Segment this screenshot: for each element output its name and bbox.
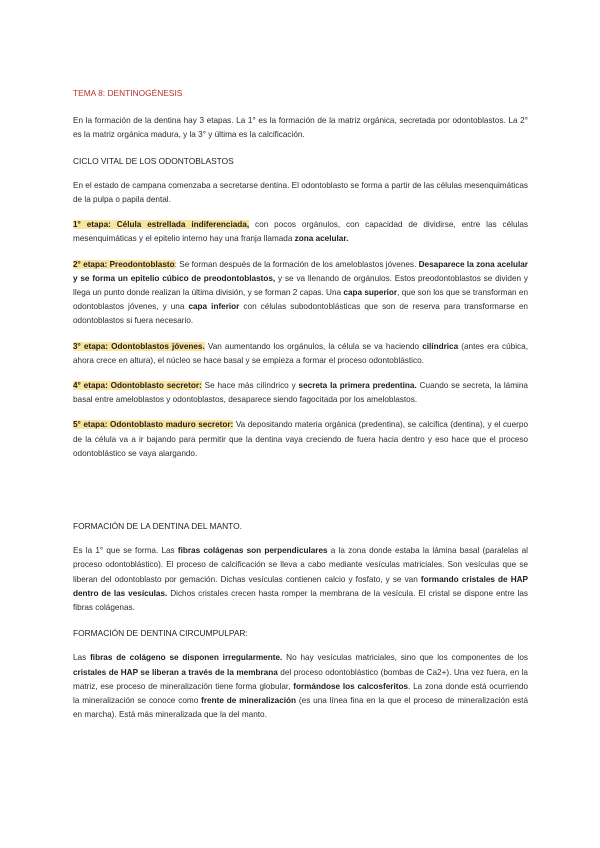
etapa-3-text-1: Van aumentando los orgánulos, la célula se va haciendo bbox=[204, 341, 423, 351]
intro-paragraph: En la formación de la dentina hay 3 etapas. La 1° es la formación de la matriz orgánica, secretada por odontoblastos. La 2° es la matriz orgánica madura, y la 3° y última es la calcificación. bbox=[73, 116, 528, 140]
etapa-4-paragraph bbox=[73, 379, 528, 407]
circ-bold-3: formándose los calcosferitos bbox=[293, 681, 409, 691]
etapa-4-text-1: Se hace más cilíndrico y bbox=[201, 381, 299, 391]
manto-bold-1: fibras colágenas son perpendiculares bbox=[177, 546, 328, 556]
document-title: TEMA 8: DENTINOGÉNESIS bbox=[73, 88, 183, 98]
manto-bold-2: formando cristales de HAP dentro de las vesículas. bbox=[73, 574, 528, 598]
etapa-2-text-4: con células subodontoblásticas que son de reserva para transformarse en odontoblastos si fuera necesario. bbox=[73, 302, 528, 326]
manto-heading: FORMACIÓN DE LA DENTINA DEL MANTO. bbox=[73, 521, 242, 532]
etapa-2-bold-1: Desaparece la zona acelular y se forma un epitelio cúbico de preodontoblastos, bbox=[73, 259, 528, 283]
etapa-2-text-1: : Se forman después de la formación de los ameloblastos jóvenes. bbox=[174, 259, 419, 269]
etapa-2-bold-2: capa superior bbox=[343, 288, 398, 298]
circ-bold-2: cristales de HAP se liberan a través de la membrana bbox=[73, 667, 278, 677]
ciclo-heading: CICLO VITAL DE LOS ODONTOBLASTOS bbox=[73, 155, 234, 166]
etapa-2-text-3: , que son los que se transforman en odontoblastos jóvenes, y una bbox=[73, 288, 528, 312]
etapa-1-label: 1° etapa: Célula estrellada indiferenciada, bbox=[73, 220, 250, 230]
etapa-5-text: Va depositando materia orgánica (predentina), se calcifica (dentina), y el cuerpo de la célula va a ir bajando para permitir que la dentina vaya creciendo de fuera hacia dentro y eso hace que el proceso odontoblástico se vaya alargando. bbox=[73, 420, 528, 458]
etapa-4-label: 4° etapa: Odontoblasto secretor: bbox=[73, 381, 202, 391]
circ-text-1: Las bbox=[73, 653, 91, 663]
etapa-3-paragraph bbox=[73, 340, 528, 368]
etapa-1-bold: zona acelular. bbox=[292, 234, 349, 244]
etapa-3-bold: cilíndrica bbox=[422, 341, 459, 351]
etapa-2-bold-3: capa inferior bbox=[188, 302, 240, 312]
circ-text-5: (es una línea fina en la que el proceso de mineralización está en marcha). Está más mineralizada que la del manto. bbox=[73, 696, 529, 720]
circ-text-3: del proceso odontoblástico (bombas de Ca2+). Una vez fuera, en la matriz, ese proceso de mineralización tiene forma globular, bbox=[73, 667, 528, 691]
etapa-3-text-2: (antes era cúbica, ahora crece en altura), el núcleo se hace basal y se empieza a formar el proceso odontoblástico. bbox=[73, 341, 528, 365]
circumpulpar-paragraph bbox=[73, 651, 528, 722]
etapa-1-text: con pocos orgánulos, con capacidad de dividirse, entre las células mesenquimáticas y el epitelio interno hay una franja llamada bbox=[73, 220, 528, 244]
etapa-5-label: 5° etapa: Odontoblasto maduro secretor: bbox=[73, 420, 234, 430]
etapa-3-label: 3° etapa: Odontoblastos jóvenes. bbox=[73, 341, 205, 351]
etapa-2-label: 2° etapa: Preodontoblasto bbox=[73, 259, 175, 269]
etapa-2-paragraph bbox=[73, 258, 528, 329]
circ-bold-1: fibras de colágeno se disponen irregularmente. bbox=[90, 653, 283, 663]
etapa-1-paragraph bbox=[73, 218, 528, 246]
manto-text-3: Dichos cristales crecen hasta romper la membrana de la vesícula. El cristal se dispone entre las fibras colágenas. bbox=[73, 588, 528, 613]
etapa-4-bold: secreta la primera predentina. bbox=[298, 381, 417, 391]
circumpulpar-heading: FORMACIÓN DE DENTINA CIRCUMPULPAR: bbox=[73, 628, 248, 639]
circ-text-4: . La zona donde está ocurriendo la mineralización se conoce como bbox=[73, 681, 528, 706]
etapa-5-paragraph bbox=[73, 418, 528, 461]
etapa-4-text-2: Cuando se secreta, la lámina basal entre ameloblastos y odontoblastos, desaparece siendo fagocitada por los ameloblastos. bbox=[73, 381, 528, 405]
document-page bbox=[73, 86, 528, 723]
ciclo-intro-paragraph: En el estado de campana comenzaba a secretarse dentina. El odontoblasto se forma a partir de las células mesenquimáticas de la pulpa o papila dental. bbox=[73, 180, 528, 205]
manto-text-2: a la zona donde estaba la lámina basal (paralelas al proceso odontoblástico). El proceso de calcificación se lleva a cabo mediante vesículas matriciales. Son vesículas que se liberan del odontoblasto por gemación. Dichas vesículas contienen calcio y fosfato, y se van bbox=[73, 546, 529, 584]
etapa-2-text-2: y se va llenando de orgánulos. Estos preodontoblastos se dividen y llega un punto donde realizan la última división, y se forman 2 capas. Una bbox=[73, 273, 528, 298]
circ-text-2: No hay vesículas matriciales, sino que los componentes de los bbox=[282, 653, 528, 663]
circ-bold-4: frente de mineralización bbox=[201, 696, 297, 706]
manto-text-1: Es la 1° que se forma. Las bbox=[73, 546, 178, 556]
manto-paragraph bbox=[73, 544, 528, 615]
